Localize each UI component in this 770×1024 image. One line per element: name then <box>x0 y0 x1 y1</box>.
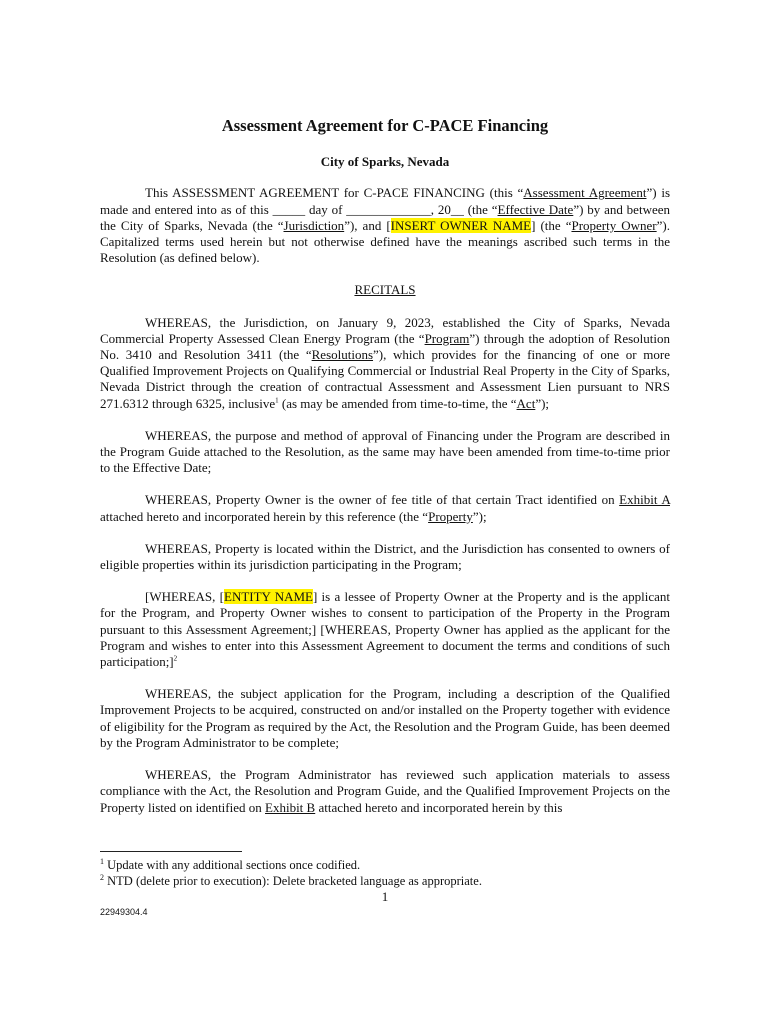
footnote <box>100 873 670 889</box>
whereas-paragraph <box>100 589 670 670</box>
footnote-number: 2 <box>100 872 104 882</box>
defined-term: Resolutions <box>311 347 374 363</box>
text-run: ”); <box>535 395 550 411</box>
whereas-paragraph: WHEREAS, Property is located within the District, and the Jurisdiction has consented to owners of eligible properties within its jurisdiction participating in the Program; <box>100 540 670 573</box>
footnotes <box>100 857 670 889</box>
whereas-paragraph <box>100 492 670 524</box>
text-run: (as may be amended from time-to-time, the “ <box>278 395 517 411</box>
whereas-paragraph: WHEREAS, the subject application for the Program, including a description of the Qualified Improvement Projects to be acquired, constructed on and/or installed on the Property together with evidence of eligibility for the Program as required by the Act, the Resolution and the Program Guide, has been deemed by the Program Administrator to be complete; <box>100 686 670 750</box>
exhibit-reference: Exhibit A <box>619 492 670 508</box>
intro-paragraph <box>100 185 670 266</box>
defined-term: Property Owner <box>571 217 657 233</box>
text-run: ”); <box>472 508 487 524</box>
text-run: ”), which provides for the financing of one or more Qualified Improvement Projects on Qualifying Commercial or Industrial Real Property in the City of Sparks, Nevada District through the creation of contractual Assessment and Assessment Lien pursuant to NRS 271.6312 through 6325, inclusive <box>100 347 670 411</box>
text-run: ”), and [ <box>344 217 391 233</box>
footnote-number: 1 <box>100 856 104 866</box>
defined-term: Program <box>424 330 470 346</box>
footnote <box>100 857 670 873</box>
defined-term: Assessment Agreement <box>523 185 647 201</box>
defined-term: Effective Date <box>497 201 574 217</box>
text-run: ”) is made and entered into as of this _____ day of _____________, 20__ (the “ <box>100 185 671 217</box>
document-body <box>100 118 670 816</box>
text-run: ] (the “ <box>531 217 572 233</box>
exhibit-reference: Exhibit B <box>265 799 316 815</box>
text-run: ] is a lessee of Property Owner at the Property and is the applicant for the Program, and Property Owner wishes to consent to participation of the Property in the Program pursuant to this Assessment Agreement;] [WHEREAS, Property Owner has applied as the applicant for the Program and wishes to enter into this Assessment Agreement to document the terms and conditions of such participation;] <box>100 589 670 670</box>
defined-term: Property <box>428 508 473 524</box>
text-run: ”) through the adoption of Resolution No. 3410 and Resolution 3411 (the “ <box>100 330 670 363</box>
text-run: ”). Capitalized terms used herein but not otherwise defined have the meanings ascribed such terms in the Resolution (as defined below). <box>100 217 670 266</box>
defined-term: Jurisdiction <box>283 217 345 233</box>
highlighted-placeholder: ENTITY NAME <box>224 589 313 605</box>
text-run: This ASSESSMENT AGREEMENT for C-PACE FINANCING (this “ <box>145 185 524 201</box>
text-run: attached hereto and incorporated herein by this reference (the “ <box>100 508 429 524</box>
footnote-ref[interactable]: 2 <box>173 654 178 663</box>
whereas-paragraph: WHEREAS, the purpose and method of approval of Financing under the Program are described in the Program Guide attached to the Resolution, as the same may have been amended from time-to-time prior to the Effective Date; <box>100 427 670 476</box>
text-run: WHEREAS, the Program Administrator has reviewed such application materials to assess compliance with the Act, the Resolution and Program Guide, and the Qualified Improvement Projects on the Property listed on identified on <box>100 767 670 815</box>
whereas-paragraph <box>100 315 670 412</box>
highlighted-placeholder: INSERT OWNER NAME <box>390 217 532 233</box>
text-run: [WHEREAS, [ <box>145 589 224 605</box>
footnote-ref[interactable]: 1 <box>275 396 279 405</box>
footnote-separator <box>100 851 242 852</box>
footnote-text: NTD (delete prior to execution): Delete bracketed language as appropriate. <box>104 874 482 888</box>
whereas-paragraph <box>100 767 670 816</box>
document-subtitle: City of Sparks, Nevada <box>320 154 450 170</box>
footnote-text: Update with any additional sections once codified. <box>104 858 361 872</box>
text-run: ”) by and between the City of Sparks, Nevada (the “ <box>100 201 670 233</box>
recitals-heading: RECITALS <box>354 282 416 298</box>
document-number: 22949304.4 <box>100 907 148 917</box>
document-title: Assessment Agreement for C-PACE Financing <box>221 116 549 135</box>
text-run: attached hereto and incorporated herein by this <box>315 799 563 815</box>
defined-term: Act <box>516 395 536 411</box>
page-number: 1 <box>381 889 389 904</box>
text-run: WHEREAS, the Jurisdiction, on January 9, 2023, established the City of Sparks, Nevada Commercial Property Assessed Clean Energy Program (the “ <box>100 314 670 346</box>
text-run: WHEREAS, Property Owner is the owner of fee title of that certain Tract identified on <box>145 492 620 508</box>
